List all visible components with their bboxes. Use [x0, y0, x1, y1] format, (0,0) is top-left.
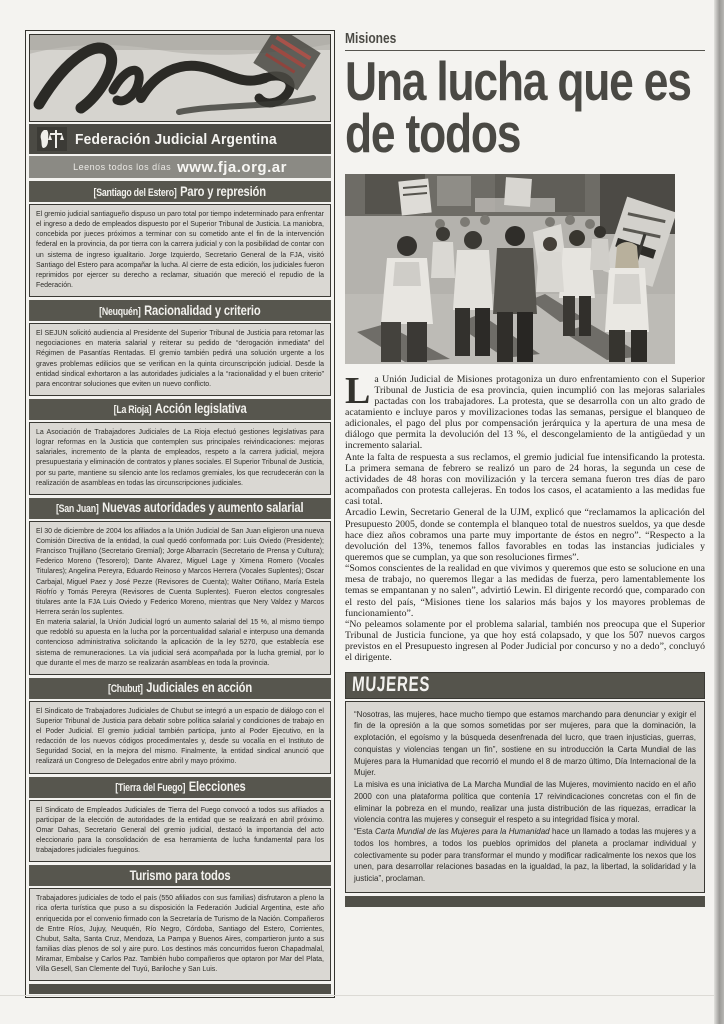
- section-body-neuquen: [29, 323, 331, 396]
- mujeres-carta-title: Carta Mundial de las Mujeres para la Humanidad: [375, 827, 550, 837]
- article-paragraph: Arcadio Lewin, Secretario General de la UJM, explicó que “reclamamos la aplicación del Presupuesto 2005, donde se contempla el blanqueo total de nuestros sueldos, ya que desde hace diez años cobramos una parte muy importante de éstos en negro”. “Respecto a la devolución del 13%, tenemos fallos favorables en todas las instancias judiciales y queremos que se cumplan, ya que son resoluciones firmes”.: [345, 507, 705, 563]
- section-title: Nuevas autoridades y aumento salarial: [102, 499, 304, 516]
- section-region: [San Juan]: [56, 503, 99, 516]
- section-body-san-juan: [29, 521, 331, 675]
- left-column-end-bar: [29, 984, 331, 994]
- scan-edge: [714, 0, 724, 1024]
- section-header-turismo: [29, 865, 331, 886]
- right-column-end-bar: [345, 896, 705, 907]
- article-paragraph: “Somos conscientes de la realidad en que vivimos y queremos que esto se solucione en una mesa de trabajo, no queremos llegar a las medidas de fuerza, pero lamentablemente los temas se empantanan y no salen”, advirtió Lewin. El dirigente recordó que, comparado con el resto del país, “Misiones tiene los salarios más bajos y los mayores problemas de funcionamiento”.: [345, 563, 705, 619]
- banner-photo-graphic: [29, 34, 331, 122]
- section-body-santiago-del-estero: [29, 204, 331, 297]
- section-paragraph: Trabajadores judiciales de todo el país (550 afiliados con sus familias) disfrutaron a pleno la rica oferta turística que puso a su disposición la Federación Judicial Argentina, este año enriquecida por el convenio firmado con la Secretaría de Turismo de la Nación. Compañeros de Entre Ríos, Jujuy, Neuquén, Río Negro, Córdoba, Santiago del Estero, Corrientes, Chubut, Salta, Santa Cruz, Mendoza, La Pampa y Buenos Aires, compartieron junto a sus familias días plenos de sol y aire puro. Los destinos más concurridos fueron Chapadmalal, Miramar, Embalse y Carlos Paz. También hubo compañeros que optaron por Mar del Plata, Villa Gesell, San Clemente del Tuyú, Bariloche y San Luis.: [36, 895, 324, 974]
- section-title: Racionalidad y criterio: [144, 301, 261, 318]
- fja-url: www.fja.org.ar: [177, 158, 287, 176]
- section-region: [Chubut]: [107, 683, 143, 696]
- section-title: Acción legislativa: [154, 400, 247, 417]
- article-body: [345, 369, 705, 664]
- article-paragraph: “No peleamos solamente por el problema salarial, también nos preocupa que el Superior Tribunal de Justicia funcione, ya que hoy está colapsado, y que los 507 nuevos cargos previstos en el Presupuesto ingresen al Poder Judicial por concurso y no a dedo”, concluyó el dirigente.: [345, 618, 705, 664]
- mujeres-quote-open: “Esta: [354, 827, 376, 837]
- section-paragraph: El 30 de diciembre de 2004 los afiliados a la Unión Judicial de San Juan eligieron una nueva Comisión Directiva de la entidad, la cual quedó conformada por: Luis Oviedo (Presidente); Francisco Trujillano (Secretario Gremial); Jorge Albarracín (Secretario de Prensa y Cultura); Federico Moreno (Tesorero); Dante Alvarez, Miguel Lage y Ximena Romero (Vocales Titulares); Angelina Pereyra, Eduardo Reinoso y Marcos Herrera (Vocales Suplentes); Oscar Carbajal, Miguel Paez y José Pezze (Revisores de Cuenta); Walter Otiñano, María Estela Riofrío y Tomás Pereyra (Revisores de Cuenta Suplentes). Fueron electos congresales titulares ante la FJA Luis Oviedo y Federico Moreno, mientras que Nery Valdez y Marcos Herrera serán los suplentes.: [36, 527, 324, 616]
- mujeres-body: [345, 701, 705, 893]
- section-region: [La Rioja]: [113, 404, 152, 417]
- section-header-santiago-del-estero: [29, 181, 331, 202]
- article-paragraph: Ante la falta de respuesta a sus reclamos, el gremio judicial fue intensificando la protesta. La primera semana de febrero se realizó un paro de 24 horas, la segunda un cese de actividades de 48 horas con movilización y la tercera semana fueron tres días de paro acompañados con protesta callejeras. En todos los casos, el acatamiento a las medidas fue casi total.: [345, 451, 705, 508]
- section-paragraph: En materia salarial, la Unión Judicial logró un aumento salarial del 15 %, al mismo tiempo que redobló su apuesta en la lucha por la porcentualidad salarial e interpuso una demanda contencioso administrativa solicitando la aplicación de la ley 5270, que establecía ese sistema de remuneraciones. La vía judicial será acompañada por la lucha gremial, por lo que durante el mes de marzo se realizarán asambleas en toda la provincia.: [36, 619, 324, 667]
- article-kicker: Misiones: [345, 30, 397, 47]
- section-paragraph: El gremio judicial santiagueño dispuso un paro total por tiempo indeterminado para enfrentar el ingreso a dedo de empleados dispuesto por el Superior Tribunal de Justicia. La maniobra, concebida por jueces próximos a terminar con su cometido ante el fin de la intervención federal en la provincia, da por tierra con la carrera judicial y con la posibilidad de contar con un sistema de ingreso igualitario. Jorge Izquierdo, Secretario General de la FJA, visitó Santiago del Estero para acompañar la lucha. Al cierre de esta edición, los judiciales fueron reprimidos por ejercer su derecho a reclamar, situación que mereció el repudio de la Federación.: [36, 211, 324, 289]
- section-header-tierra-del-fuego: [29, 777, 331, 798]
- kicker-rule: [345, 30, 705, 51]
- protest-march-photo: [345, 174, 675, 364]
- lead-text: a Unión Judicial de Misiones protagoniza un duro enfrentamiento con el Superior Tribunal de Justicia de esa provincia, quien incumplió con las mejoras salariales pactadas con los trabajadores. La protesta, que se desarrolla con un alto grado de acatamiento e incluye paros y movilizaciones todas las semanas, persigue el blanqueo de adicionales, el pago del plus por compensación jerárquica y la apertura de una mesa de diálogo que permita la devolución del 13 %, el descongelamiento de la antigüedad y un incremento salarial.: [345, 373, 705, 452]
- section-header-san-juan: [29, 498, 331, 519]
- mujeres-paragraph: “Nosotras, las mujeres, hace mucho tiempo que estamos marchando para denunciar y exigir el fin de la opresión a la que somos sometidas por ser mujeres, para que la dominación, la explotación, el egoísmo y la búsqueda desenfrenada del lucro, que traen injusticias, guerras, conquistas y violencias tengan un fin”, sostiene en su introducción la Carta Mundial de las Mujeres para la Humanidad que recorrió el mundo el 8 de marzo último, Día Internacional de la Mujer.: [354, 709, 696, 778]
- banner-photo: [29, 34, 331, 122]
- mujeres-paragraph: [354, 826, 696, 885]
- mujeres-header-bar: [345, 672, 705, 699]
- section-title: Elecciones: [188, 778, 246, 795]
- section-region: [Santiago del Estero]: [93, 186, 177, 199]
- section-paragraph: El Sindicato de Trabajadores Judiciales de Chubut se integró a un espacio de diálogo con el Superior Tribunal de Justicia para debatir sobre política salarial y condiciones de trabajo en el Poder Judicial. El gremio judicial también participa, junto al Poder Ejecutivo, en la redacción de los nuevos códigos procedimentales y, desde su vocalía en el Instituto de Seguridad Social, en la mejora del mismo. Finalmente, la entidad sindical anunció que realizará un Congreso de Delegados entre abril y mayo próximo.: [36, 707, 324, 766]
- fja-logo-icon: [37, 127, 67, 151]
- masthead-bar: [29, 124, 331, 154]
- left-column: [25, 30, 335, 998]
- section-title: Paro y represión: [180, 182, 267, 199]
- section-paragraph: El SEJUN solicitó audiencia al Presidente del Superior Tribunal de Justicia para retomar las negociaciones en materia salarial y reiterar su pedido de “derogación inmediata” del Régimen de Pasantías Rentadas. El gremio también pedirá una solución urgente a los graves problemas edilicios que se verifican en la quinta circunscripción judicial. Desde la entidad sindical exhortaron a las autoridades judiciales a la “racionalidad y el buen criterio” para encontrar soluciones que eviten un nuevo conflicto.: [36, 330, 324, 388]
- section-region: [Tierra del Fuego]: [114, 782, 185, 795]
- section-body-la-rioja: [29, 422, 331, 495]
- section-paragraph: El Sindicato de Empleados Judiciales de Tierra del Fuego convocó a todos sus afiliados a participar de la elección de autoridades de la entidad que se realizará en abril próximo. Omar Dahas, Secretario General del gremio judicial, destacó la importancia del acto eleccionario para la consolidación de esa herramienta de lucha fundamental para los trabajadores judiciales fueguinos.: [36, 806, 324, 855]
- tagline-text: Leenos todos los días: [73, 162, 172, 172]
- article-lead-paragraph: [345, 369, 705, 452]
- mujeres-paragraph: La misiva es una iniciativa de La Marcha Mundial de las Mujeres, movimiento nacido en el año 2000 con una plataforma política que contenía 17 reivindicaciones concretas con el fin de eliminar la pobreza en el mundo, realizar una justa distribución de las riquezas, erradicar la violencia contra las mujeres y conseguir el respeto a su integridad física y moral.: [354, 780, 696, 825]
- section-region: [Neuquén]: [99, 305, 141, 318]
- section-body-tierra-del-fuego: [29, 800, 331, 863]
- article-headline: Una lucha que es de todos: [345, 50, 691, 165]
- section-body-chubut: [29, 701, 331, 774]
- protest-march-graphic: [345, 174, 675, 364]
- section-title: Turismo para todos: [129, 866, 231, 883]
- section-header-la-rioja: [29, 399, 331, 420]
- org-name: Federación Judicial Argentina: [75, 130, 277, 148]
- mujeres-quote-rest: hace un llamado a todas las mujeres y a todos los hombres, a todos los pueblos oprimidos del planeta a proclamar individual y colectivamente su poder para transformar el mundo y modificar radicalmente los nexos que los unen, para desarrollar relaciones basadas en la igualdad, la paz, la libertad, la solidaridad y la justicia”, proclaman.: [354, 827, 696, 884]
- section-paragraph: La Asociación de Trabajadores Judiciales de La Rioja efectuó gestiones legislativas para lograr reformas en la Justicia que contemplen sus principales reivindicaciones: mejoras salariales, incremento de la planta de empleados, respeto a la carrera judicial, mejora presupuestaria y eliminación de contratos y planes sociales. El Superior Tribunal de Justicia, por su parte, mantiene su silencio ante los reclamos gremiales, los que recrudecerán con la realización de asambleas en todas las circunscripciones judiciales.: [36, 428, 324, 487]
- page-fold-line: [0, 995, 714, 996]
- tagline-bar: [29, 156, 331, 178]
- drop-cap: L: [345, 369, 371, 412]
- right-column: [345, 30, 705, 907]
- section-header-neuquen: [29, 300, 331, 321]
- section-header-chubut: [29, 678, 331, 699]
- section-title: Judiciales en acción: [146, 679, 253, 696]
- section-body-turismo: [29, 888, 331, 981]
- mujeres-title: MUJERES: [351, 673, 431, 697]
